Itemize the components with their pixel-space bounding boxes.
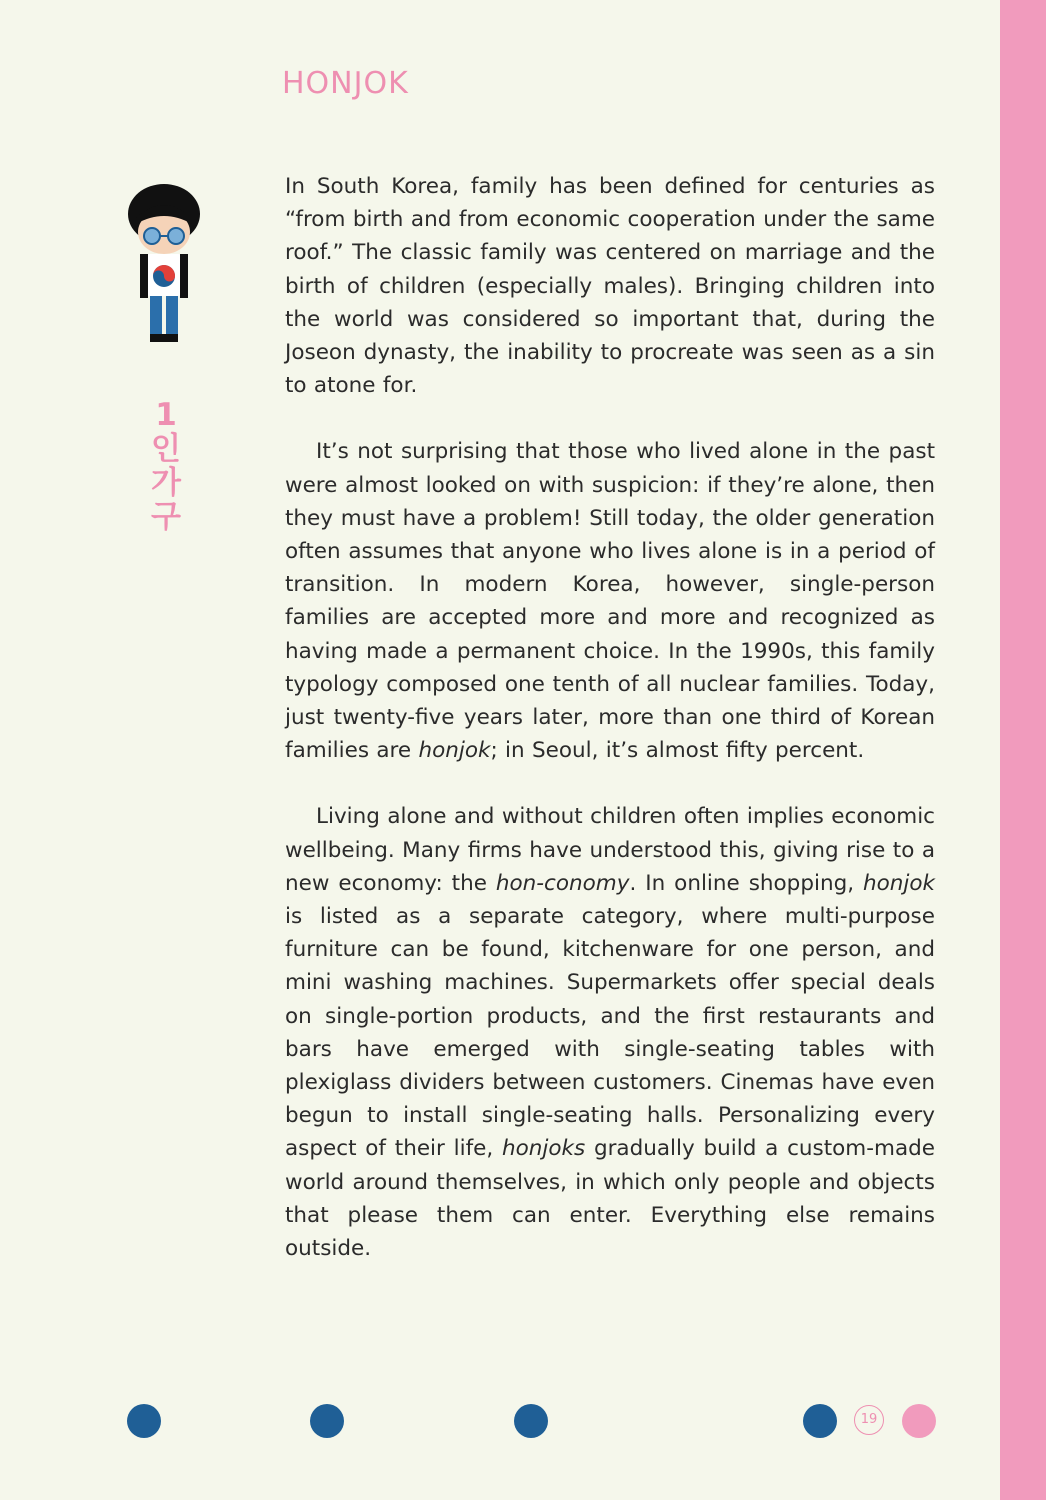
paragraph bbox=[285, 800, 935, 1265]
text-run: ; in Seoul, it’s almost fifty percent. bbox=[490, 738, 865, 764]
paragraph bbox=[285, 435, 935, 767]
page-number: 19 bbox=[854, 1405, 884, 1435]
blue-dot-decoration bbox=[310, 1404, 344, 1438]
korean-boy-illustration bbox=[122, 182, 206, 346]
korean-vertical-label bbox=[148, 398, 184, 534]
body-text bbox=[285, 170, 935, 1298]
italic-term: honjok bbox=[863, 870, 935, 896]
vertical-char: 인 bbox=[151, 431, 181, 467]
pink-dot-decoration bbox=[902, 1404, 936, 1438]
text-run: Living alone and without children often implies economic wellbeing. Many firms have understood this, giving rise to a new economy: the bbox=[285, 804, 935, 896]
vertical-char: 구 bbox=[151, 499, 181, 535]
italic-term: honjok bbox=[418, 738, 491, 764]
vertical-char: 1 bbox=[155, 397, 177, 433]
text-run: gradually build a custom-made world around themselves, in which only people and objects that please them can enter. Everything else remains outside. bbox=[285, 1136, 935, 1262]
italic-term: honjoks bbox=[501, 1136, 586, 1162]
pink-edge-bar bbox=[1000, 0, 1046, 1500]
italic-term: hon-conomy bbox=[495, 870, 630, 896]
page-title: HONJOK bbox=[282, 66, 409, 101]
text-run: In South Korea, family has been defined for centuries as “from birth and from economic cooperation under the same roof.” The classic family was centered on marriage and the birth of children (especially males). Bringing children into the world was considered so important that, during the Joseon dynasty, the inability to procreate was seen as a sin to atone for. bbox=[285, 174, 935, 399]
paragraph bbox=[285, 170, 935, 402]
blue-dot-decoration bbox=[514, 1404, 548, 1438]
blue-dot-decoration bbox=[127, 1404, 161, 1438]
text-run: It’s not surprising that those who lived alone in the past were almost looked on with suspicion: if they’re alone, then they must have a problem! Still today, the older generation often assumes that anyone who lives alone is in a period of transition. In modern Korea, however, single-person families are accepted more and more and recognized as having made a permanent choice. In the 1990s, this family typology composed one tenth of all nuclear families. Today, just twenty-five years later, more than one third of Korean families are bbox=[285, 439, 935, 764]
vertical-char: 가 bbox=[151, 465, 181, 501]
blue-dot-decoration bbox=[803, 1404, 837, 1438]
text-run: is listed as a separate category, where multi-purpose furniture can be found, kitchenware for one person, and mini washing machines. Supermarkets offer special deals on single-portion products, and the first restaurants and bars have emerged with single-seating tables with plexiglass dividers between customers. Cinemas have even begun to install single-seating halls. Personalizing every aspect of their life, bbox=[285, 904, 935, 1162]
text-run: . In online shopping, bbox=[629, 870, 863, 896]
